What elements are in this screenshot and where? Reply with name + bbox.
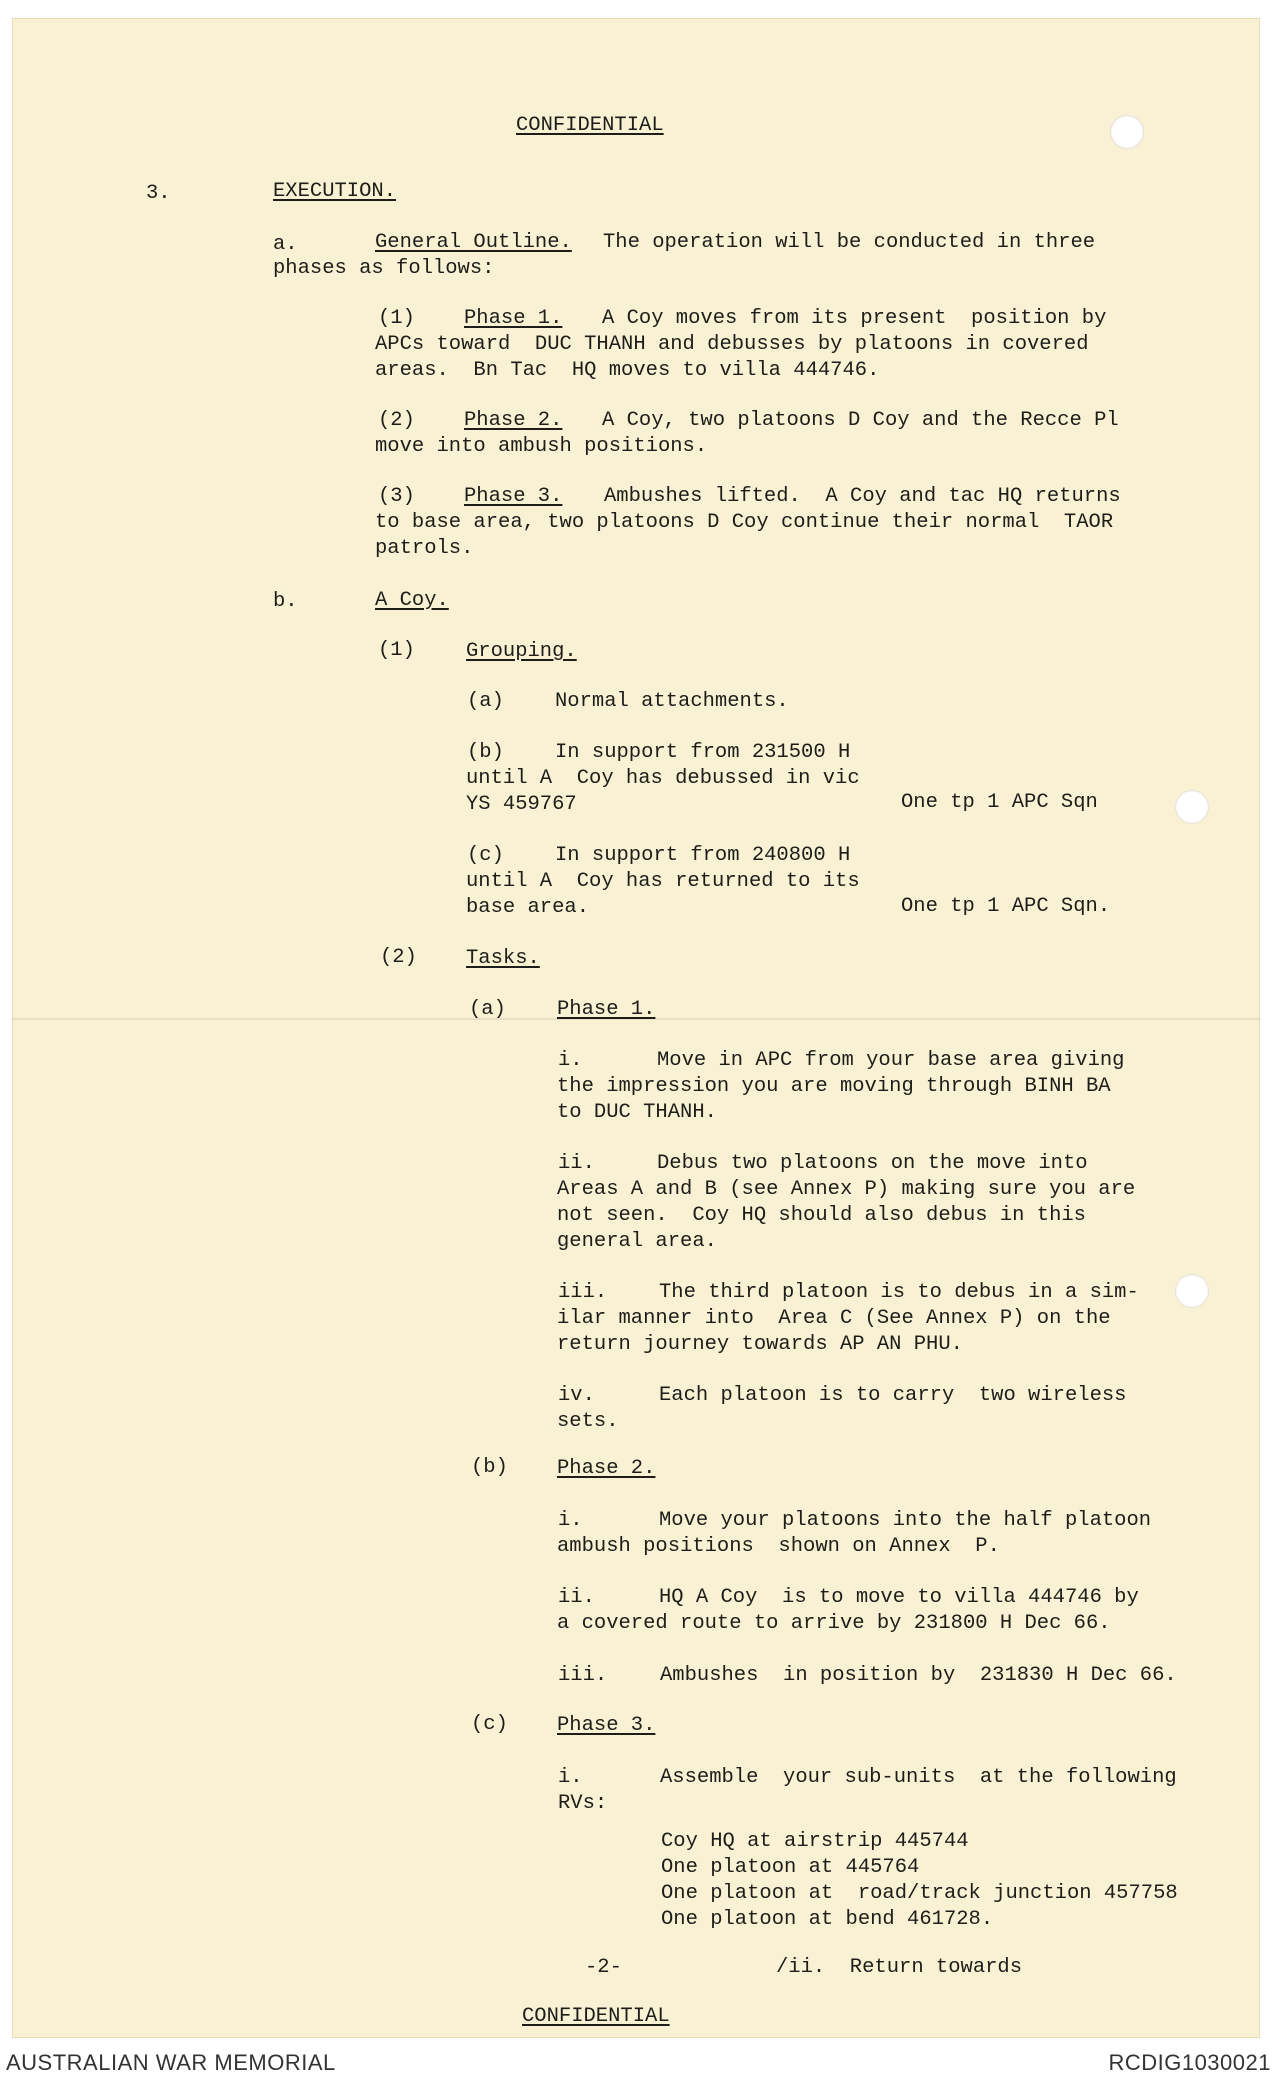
grouping-item-letter: (a) (467, 690, 504, 713)
task-item-number: i. (558, 1509, 583, 1532)
task-item-text: ilar manner into Area C (See Annex P) on the (557, 1307, 1111, 1330)
task-item-number: iii. (558, 1664, 608, 1687)
punch-hole (1110, 115, 1144, 149)
continuation-note: /ii. Return towards (776, 1956, 1023, 1979)
task-item-text: The third platoon is to debus in a sim- (659, 1281, 1139, 1304)
task-item-number: i. (558, 1049, 583, 1072)
phase-text: A Coy, two platoons D Coy and the Recce Pl (602, 409, 1119, 432)
grouping-item-letter: (b) (467, 741, 504, 764)
grouping-item-text: Normal attachments. (555, 690, 789, 713)
phase-title: Phase 1. (464, 307, 563, 330)
task-item-text: sets. (557, 1410, 619, 1433)
task-item-text: not seen. Coy HQ should also debus in this (557, 1204, 1086, 1227)
task-item-text: Each platoon is to carry two wireless (659, 1384, 1127, 1407)
phase-number: (1) (378, 307, 415, 330)
task-item-text: HQ A Coy is to move to villa 444746 by (659, 1586, 1139, 1609)
section-title: EXECUTION. (273, 180, 397, 203)
phase-text: APCs toward DUC THANH and debusses by platoons in covered (375, 333, 1089, 356)
phase-text: to base area, two platoons D Coy continue their normal TAOR (375, 511, 1114, 534)
task-item-text: Move your platoons into the half platoon (659, 1509, 1152, 1532)
task-item-text: return journey towards AP AN PHU. (557, 1333, 963, 1356)
punch-hole (1175, 1274, 1209, 1308)
rv-line: One platoon at 445764 (661, 1856, 920, 1879)
archive-label: AUSTRALIAN WAR MEMORIAL (6, 2050, 336, 2075)
grouping-item-text: until A Coy has debussed in vic (466, 767, 860, 790)
task-phase-letter: (b) (471, 1456, 508, 1479)
task-item-text: to DUC THANH. (557, 1101, 717, 1124)
task-item-text: Move in APC from your base area giving (657, 1049, 1125, 1072)
rv-line: One platoon at road/track junction 457758 (661, 1882, 1178, 1905)
task-item-text: Debus two platoons on the move into (657, 1152, 1088, 1175)
para-a-text: phases as follows: (273, 257, 495, 280)
grouping-item-text: until A Coy has returned to its (466, 870, 860, 893)
para-b-letter: b. (273, 590, 298, 613)
classification-footer: CONFIDENTIAL (522, 2005, 670, 2028)
phase-number: (2) (378, 409, 415, 432)
phase-title: Phase 2. (464, 409, 563, 432)
task-phase-title: Phase 3. (557, 1714, 656, 1737)
grouping-title: Grouping. (466, 640, 577, 663)
task-item-number: iii. (558, 1281, 608, 1304)
task-item-text: Ambushes in position by 231830 H Dec 66. (660, 1664, 1177, 1687)
grouping-item-text: base area. (466, 896, 590, 919)
subpara-number: (1) (378, 639, 415, 662)
task-item-number: ii. (558, 1586, 595, 1609)
grouping-item-letter: (c) (467, 844, 504, 867)
task-phase-title: Phase 2. (557, 1457, 656, 1480)
tasks-title: Tasks. (466, 947, 540, 970)
phase-text: areas. Bn Tac HQ moves to villa 444746. (375, 359, 880, 382)
task-phase-title: Phase 1. (557, 998, 656, 1021)
rv-line: One platoon at bend 461728. (661, 1908, 994, 1931)
archive-id: RCDIG1030021 (1108, 2050, 1271, 2075)
task-item-text: Assemble your sub-units at the following (660, 1766, 1177, 1789)
task-item-text: general area. (557, 1230, 717, 1253)
phase-text: patrols. (375, 537, 474, 560)
task-item-text: ambush positions shown on Annex P. (557, 1535, 1000, 1558)
subpara-number: (2) (380, 946, 417, 969)
phase-text: Ambushes lifted. A Coy and tac HQ returns (604, 485, 1121, 508)
para-a-heading: General Outline. (375, 231, 572, 254)
task-item-number: i. (558, 1766, 583, 1789)
para-b-heading: A Coy. (375, 589, 449, 612)
phase-text: move into ambush positions. (375, 435, 708, 458)
task-item-text: a covered route to arrive by 231800 H Dec 66. (557, 1612, 1111, 1635)
grouping-item-support: One tp 1 APC Sqn. (901, 895, 1111, 918)
para-a-letter: a. (273, 233, 298, 256)
classification-header: CONFIDENTIAL (516, 114, 664, 137)
task-item-number: iv. (558, 1384, 595, 1407)
task-item-number: ii. (558, 1152, 595, 1175)
grouping-item-support: One tp 1 APC Sqn (901, 791, 1098, 814)
task-item-text: Areas A and B (see Annex P) making sure you are (557, 1178, 1136, 1201)
rv-line: Coy HQ at airstrip 445744 (661, 1830, 969, 1853)
punch-hole (1175, 790, 1209, 824)
grouping-item-text: In support from 231500 H (555, 741, 851, 764)
task-phase-letter: (a) (469, 998, 506, 1021)
grouping-item-text: In support from 240800 H (555, 844, 851, 867)
page-number: -2- (585, 1956, 622, 1979)
grouping-item-text: YS 459767 (466, 793, 577, 816)
section-number: 3. (146, 182, 171, 205)
para-a-text: The operation will be conducted in three (603, 231, 1096, 254)
task-item-text: the impression you are moving through BINH BA (557, 1075, 1111, 1098)
phase-title: Phase 3. (464, 485, 563, 508)
task-phase-letter: (c) (471, 1713, 508, 1736)
phase-text: A Coy moves from its present position by (602, 307, 1107, 330)
task-item-text: RVs: (558, 1792, 608, 1815)
phase-number: (3) (378, 485, 415, 508)
